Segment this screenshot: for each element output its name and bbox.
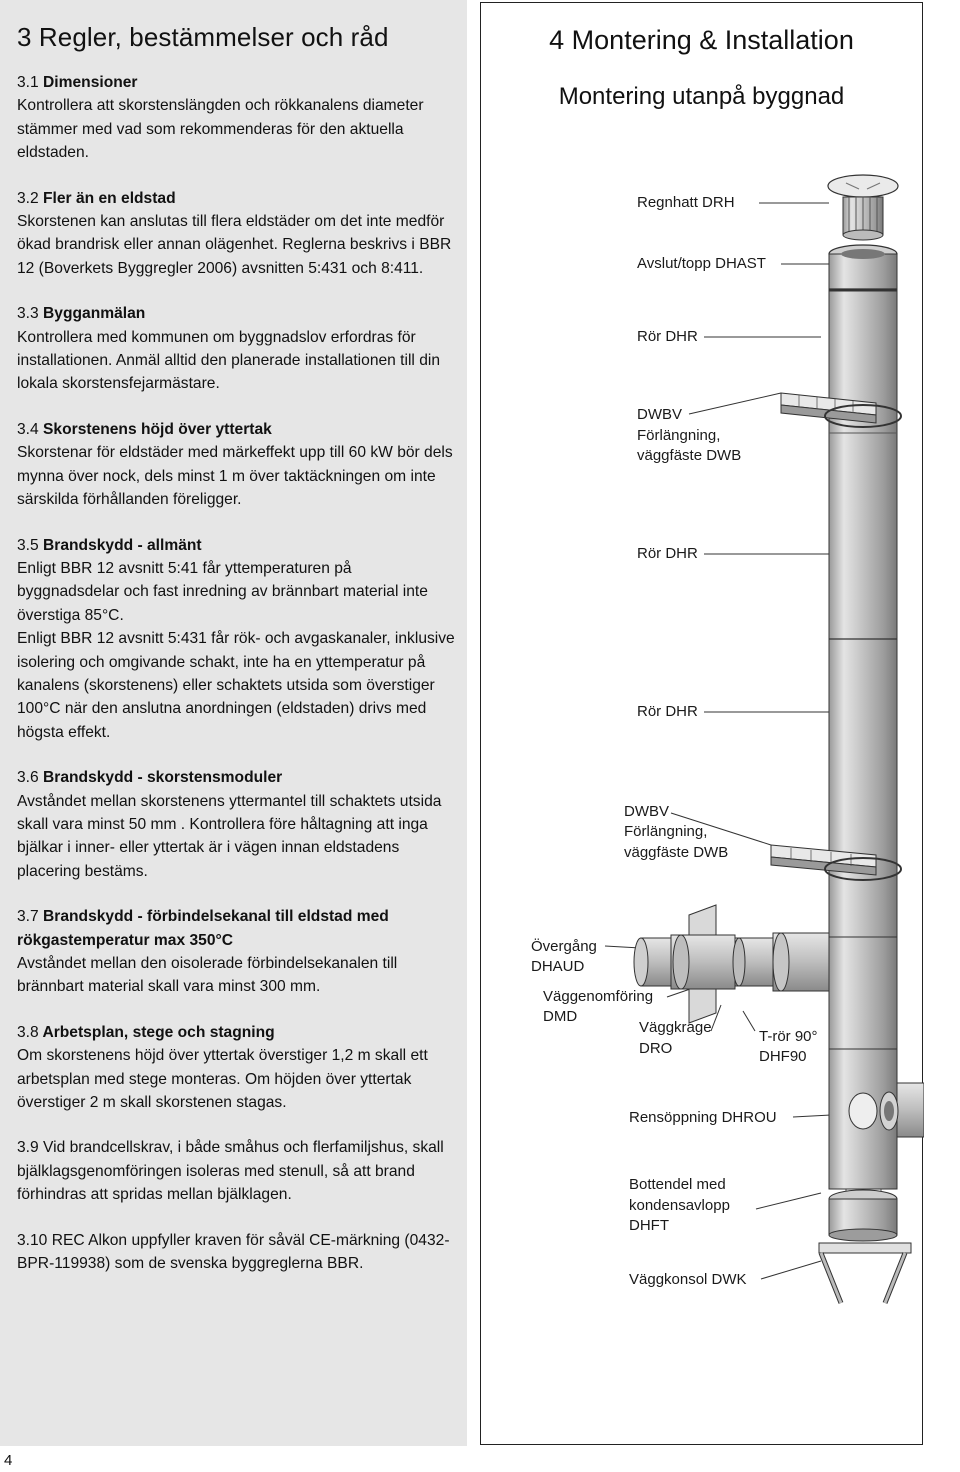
section-number: 3.1: [17, 74, 39, 91]
section-paragraph: Skorstenar för eldstäder med märkeffekt upp till 60 kW bör dels mynna över nock, dels minst 1 m över taktäckningen om inte särskilda förhållanden föreligger.: [17, 444, 453, 509]
section-3-2: [17, 187, 457, 281]
label-dwbv-1-c: väggfäste DWB: [637, 447, 742, 464]
section-paragraph: Kontrollera med kommunen om byggnadslov erfordras för installationen. Anmäl alltid den planerade installationen till din lokala skorstensfejarmästare.: [17, 328, 441, 393]
label-dwbv-2-c: väggfäste DWB: [624, 844, 729, 861]
label-t-ror-b: DHF90: [759, 1048, 807, 1065]
label-t-ror-a: T-rör 90°: [759, 1028, 818, 1045]
label-vaggkrage-b: DRO: [639, 1040, 673, 1057]
section-heading-text: Arbetsplan, stege och stagning: [42, 1023, 275, 1041]
section-paragraph-text: Vid brandcellskrav, i både småhus och flerfamiljshus, skall bjälklagsgenomföringen isoleras med stenull, så att brand förhindras att spridas mellan bjälklagen.: [17, 1139, 444, 1204]
section-paragraph: Kontrollera att skorstenslängden och rökkanalens diameter stämmer med vad som rekommenderas för den aktuella eldstaden.: [17, 97, 424, 162]
section-number: 3.5: [17, 536, 39, 554]
section-heading-text: Brandskydd - skorstensmoduler: [43, 769, 283, 787]
section-title: 3 Regler, bestämmelser och råd: [17, 22, 389, 52]
label-dwbv-2-a: DWBV: [624, 803, 669, 820]
section-paragraph: Enligt BBR 12 avsnitt 5:431 får rök- och avgaskanaler, inklusive isolering och omgivande schakt, inte ha en yttemperatur på kanalens (skorstenens) eller schaktets utsida som överstiger 100°C när den anslutna anordningen (eldstaden) drivs med högsta effekt.: [17, 630, 455, 741]
section-paragraph: Avståndet mellan skorstenens yttermantel till schaktets utsida skall vara minst 50 mm . Kontrollera före håltagning att inga bjälkar i inner- eller yttertak är i vägen innan eldstadens placering bestäms.: [17, 792, 442, 880]
label-rensoppning: Rensöppning DHROU: [629, 1109, 777, 1126]
section-heading-text: Fler än en eldstad: [43, 189, 176, 207]
section-heading: [17, 187, 457, 210]
section-heading: [17, 302, 457, 325]
label-dwbv-1-a: DWBV: [637, 406, 682, 423]
label-vaggenomforing-b: DMD: [543, 1008, 578, 1025]
section-number: 3.7: [17, 908, 39, 926]
installation-subtitle: Montering utanpå byggnad: [558, 83, 845, 110]
label-vaggkrage-a: Väggkrage: [639, 1019, 712, 1036]
section-heading: [17, 71, 457, 94]
label-overgang-a: Övergång: [531, 938, 597, 955]
section-3-9: [17, 1136, 457, 1206]
section-paragraph: Skorstenen kan anslutas till flera eldstäder om det inte medför ökad brandrisk eller annan olägenhet. Reglerna beskrivs i BBR 12 (Boverkets Byggregler 2006) avsnitten 5:431 och 8:411.: [17, 213, 452, 277]
section-heading: [17, 766, 457, 789]
section-paragraph: Om skorstenens höjd över yttertak överstiger 1,2 m skall ett arbetsplan med stege monteras. Om höjden över yttertak överstiger 2 m skall skorstenen stagas.: [17, 1047, 428, 1112]
label-vaggkonsol: Väggkonsol DWK: [629, 1271, 747, 1288]
section-heading-text: Brandskydd - förbindelsekanal till eldstad med rökgastemperatur max 350°C: [17, 908, 389, 949]
section-3-6: [17, 766, 457, 883]
section-3-7: [17, 905, 457, 999]
label-avslut: Avslut/topp DHAST: [637, 255, 766, 272]
label-ror-1: Rör DHR: [637, 328, 698, 345]
section-heading-text: Dimensioner: [43, 74, 138, 91]
label-ror-3: Rör DHR: [637, 703, 698, 720]
section-heading: [17, 534, 457, 557]
label-bottendel-a: Bottendel med: [629, 1176, 726, 1193]
section-heading-text: Brandskydd - allmänt: [43, 536, 202, 554]
section-heading: [17, 1021, 457, 1044]
label-bottendel-b: kondensavlopp: [629, 1197, 730, 1214]
section-number: 3.6: [17, 769, 39, 787]
label-ror-2: Rör DHR: [637, 545, 698, 562]
installation-title: 4 Montering & Installation: [549, 25, 854, 55]
section-number: 3.10: [17, 1231, 48, 1249]
section-number: 3.8: [17, 1023, 39, 1041]
section-number: 3.4: [17, 420, 39, 438]
section-3-8: [17, 1021, 457, 1115]
section-3-3: [17, 302, 457, 396]
section-number: 3.2: [17, 189, 39, 207]
section-heading-text: Skorstenens höjd över yttertak: [43, 420, 272, 438]
rules-column: [0, 0, 467, 1446]
chimney-diagram: [481, 3, 924, 1446]
section-heading: [17, 905, 457, 952]
section-heading: [17, 418, 457, 441]
label-bottendel-c: DHFT: [629, 1217, 669, 1234]
label-overgang-b: DHAUD: [531, 958, 585, 975]
label-regnhatt: Regnhatt DRH: [637, 194, 735, 211]
page-number: 4: [4, 1452, 13, 1469]
section-paragraph: [17, 1229, 457, 1276]
section-heading-text: Bygganmälan: [43, 305, 146, 323]
section-3-5: [17, 534, 457, 745]
sections-list: [17, 71, 457, 1275]
section-3-1: [17, 71, 457, 165]
installation-panel: [480, 2, 923, 1445]
section-paragraph: Avståndet mellan den oisolerade förbindelsekanalen till brännbart material skall vara minst 300 mm.: [17, 955, 398, 996]
label-vaggenomforing-a: Väggenomföring: [543, 988, 654, 1005]
section-3-4: [17, 418, 457, 512]
label-dwbv-1-b: Förlängning,: [637, 427, 721, 444]
section-number: 3.3: [17, 305, 39, 323]
label-dwbv-2-b: Förlängning,: [624, 823, 708, 840]
section-paragraph: Enligt BBR 12 avsnitt 5:41 får yttemperaturen på byggnadsdelar och fast inredning av brännbart material inte överstiga 85°C.: [17, 559, 428, 624]
section-paragraph-text: REC Alkon uppfyller kraven för såväl CE-märkning (0432-BPR-119938) som de svenska byggreglerna BBR.: [17, 1231, 450, 1273]
section-paragraph: [17, 1136, 457, 1206]
section-3-10: [17, 1229, 457, 1276]
section-number: 3.9: [17, 1139, 39, 1157]
